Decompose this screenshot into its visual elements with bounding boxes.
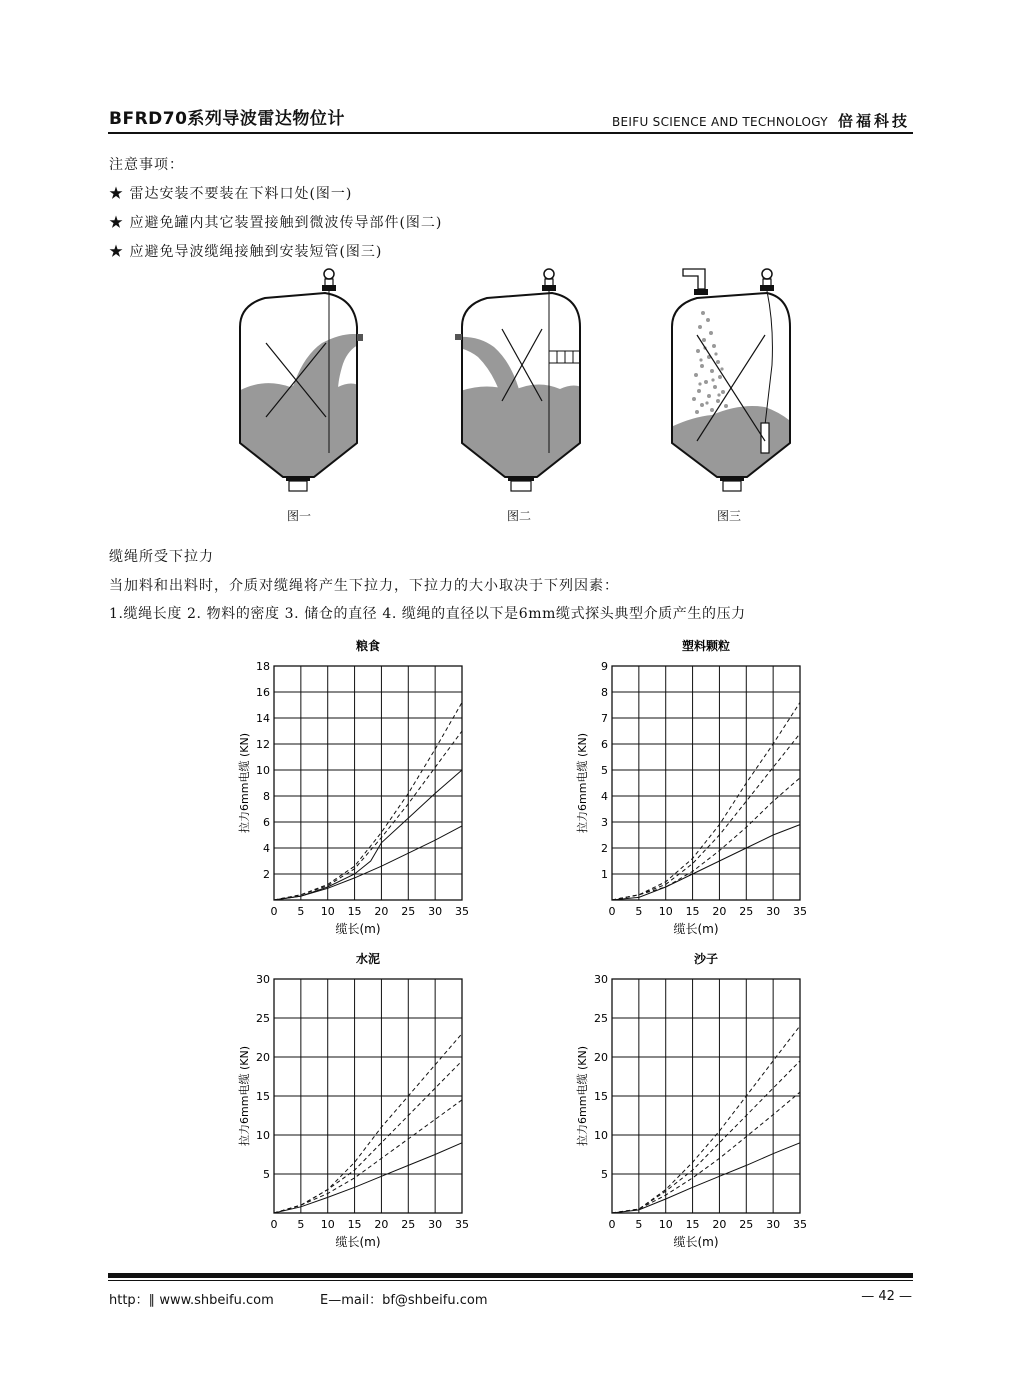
x-tick-label: 25 [739, 905, 754, 918]
company-name-cn: 倍福科技 [837, 112, 910, 130]
x-tick-label: 5 [635, 1218, 643, 1231]
x-tick-label: 30 [766, 1218, 781, 1231]
y-tick-label: 30 [594, 973, 608, 986]
footer-rule [108, 1273, 913, 1278]
y-tick-label: 6 [601, 738, 608, 751]
plot-frame [274, 666, 462, 900]
series-line-1 [274, 702, 462, 900]
x-tick-label: 25 [401, 1218, 416, 1231]
y-tick-label: 7 [601, 712, 608, 725]
y-tick-label: 5 [263, 1168, 270, 1181]
y-tick-label: 3 [601, 816, 608, 829]
series-line-2 [612, 1061, 800, 1213]
x-tick-label: 0 [608, 905, 616, 918]
x-axis-label: 缆长(m) [673, 1235, 719, 1249]
y-axis-label: 拉力6mm电缆 (KN) [238, 1046, 251, 1146]
tension-heading: 缆绳所受下拉力 [109, 549, 214, 565]
plot-frame [612, 666, 800, 900]
y-tick-label: 10 [594, 1129, 608, 1142]
chart-title: 粮食 [355, 639, 381, 653]
y-tick-label: 15 [256, 1090, 270, 1103]
y-tick-label: 16 [256, 686, 270, 699]
series-line-2 [274, 731, 462, 900]
y-axis-label: 拉力6mm电缆 (KN) [576, 1046, 589, 1146]
series-line-3 [274, 770, 462, 900]
y-tick-label: 25 [594, 1012, 608, 1025]
figure-caption-2: 图二 [506, 509, 531, 523]
company-name-en: BEIFU SCIENCE AND TECHNOLOGY [612, 115, 828, 129]
x-tick-label: 30 [428, 905, 443, 918]
series-line-4 [274, 1143, 462, 1213]
chart-cement [230, 948, 490, 1258]
y-tick-label: 5 [601, 1168, 608, 1181]
x-axis-label: 缆长(m) [673, 922, 719, 936]
chart-title: 塑料颗粒 [681, 639, 731, 653]
chart-title: 水泥 [355, 952, 381, 966]
series-line-1 [274, 1034, 462, 1213]
x-tick-label: 15 [685, 905, 700, 918]
x-tick-label: 25 [739, 1218, 754, 1231]
x-tick-label: 15 [347, 1218, 362, 1231]
x-tick-label: 10 [320, 1218, 335, 1231]
x-tick-label: 5 [297, 905, 305, 918]
x-tick-label: 30 [766, 905, 781, 918]
tension-line-2: 1.缆绳长度 2. 物料的密度 3. 储仓的直径 4. 缆绳的直径以下是6mm缆式探头典型介质产生的压力 [109, 606, 746, 622]
y-tick-label: 25 [256, 1012, 270, 1025]
y-tick-label: 30 [256, 973, 270, 986]
series-line-4 [612, 825, 800, 900]
tank-figure-1 [235, 269, 363, 495]
document-title: BFRD70系列导波雷达物位计 [109, 109, 345, 129]
note-item-1: ★ 雷达安装不要装在下料口处(图一) [109, 186, 353, 202]
x-tick-label: 15 [347, 905, 362, 918]
x-tick-label: 20 [712, 905, 727, 918]
x-axis-label: 缆长(m) [335, 922, 381, 936]
x-tick-label: 5 [635, 905, 643, 918]
x-tick-label: 30 [428, 1218, 443, 1231]
x-axis-label: 缆长(m) [335, 1235, 381, 1249]
y-tick-label: 2 [263, 868, 270, 881]
header-rule [108, 132, 913, 134]
x-tick-label: 10 [658, 1218, 673, 1231]
x-tick-label: 10 [658, 905, 673, 918]
x-tick-label: 35 [455, 1218, 469, 1231]
x-tick-label: 0 [270, 1218, 278, 1231]
footer-email: E—mail：bf@shbeifu.com [320, 1293, 488, 1308]
tension-line-1: 当加料和出料时，介质对缆绳将产生下拉力，下拉力的大小取决于下列因素： [109, 578, 619, 594]
x-tick-label: 35 [455, 905, 469, 918]
series-line-2 [612, 734, 800, 900]
figure-caption-3: 图三 [716, 509, 741, 523]
series-line-3 [612, 1092, 800, 1213]
x-tick-label: 25 [401, 905, 416, 918]
x-tick-label: 20 [374, 905, 389, 918]
notes-heading: 注意事项： [109, 157, 184, 173]
figure-caption-1: 图一 [286, 509, 311, 523]
note-item-2: ★ 应避免罐内其它装置接触到微波传导部件(图二) [109, 215, 443, 231]
chart-title: 沙子 [693, 952, 719, 966]
company-name [612, 110, 910, 131]
chart-sand [568, 948, 828, 1258]
y-tick-label: 4 [263, 842, 270, 855]
y-tick-label: 10 [256, 764, 270, 777]
y-tick-label: 12 [256, 738, 270, 751]
tank-figure-3 [665, 269, 795, 495]
y-tick-label: 8 [263, 790, 270, 803]
series-line-3 [274, 1100, 462, 1213]
x-tick-label: 35 [793, 905, 807, 918]
x-tick-label: 5 [297, 1218, 305, 1231]
x-tick-label: 20 [374, 1218, 389, 1231]
y-tick-label: 2 [601, 842, 608, 855]
y-tick-label: 4 [601, 790, 608, 803]
series-line-1 [612, 702, 800, 900]
y-axis-label: 拉力6mm电缆 (KN) [576, 733, 589, 833]
series-line-1 [612, 1026, 800, 1213]
x-tick-label: 20 [712, 1218, 727, 1231]
footer-page-number: — 42 — [861, 1289, 912, 1304]
x-tick-label: 35 [793, 1218, 807, 1231]
y-tick-label: 15 [594, 1090, 608, 1103]
y-tick-label: 18 [256, 660, 270, 673]
chart-plastic-granules [568, 635, 828, 945]
series-line-2 [274, 1061, 462, 1213]
y-tick-label: 20 [594, 1051, 608, 1064]
y-tick-label: 8 [601, 686, 608, 699]
footer-website: http：∥ www.shbeifu.com [109, 1293, 274, 1308]
note-item-3: ★ 应避免导波缆绳接触到安装短管(图三) [109, 244, 383, 260]
y-tick-label: 20 [256, 1051, 270, 1064]
series-line-4 [612, 1143, 800, 1213]
x-tick-label: 0 [270, 905, 278, 918]
chart-grain [230, 635, 490, 945]
y-tick-label: 5 [601, 764, 608, 777]
y-tick-label: 14 [256, 712, 270, 725]
tank-illustrations [0, 265, 1020, 515]
y-axis-label: 拉力6mm电缆 (KN) [238, 733, 251, 833]
x-tick-label: 15 [685, 1218, 700, 1231]
y-tick-label: 6 [263, 816, 270, 829]
y-tick-label: 10 [256, 1129, 270, 1142]
x-tick-label: 10 [320, 905, 335, 918]
tank-figure-2 [455, 269, 585, 495]
y-tick-label: 1 [601, 868, 608, 881]
footer-rule-thin [108, 1280, 913, 1281]
y-tick-label: 9 [601, 660, 608, 673]
x-tick-label: 0 [608, 1218, 616, 1231]
